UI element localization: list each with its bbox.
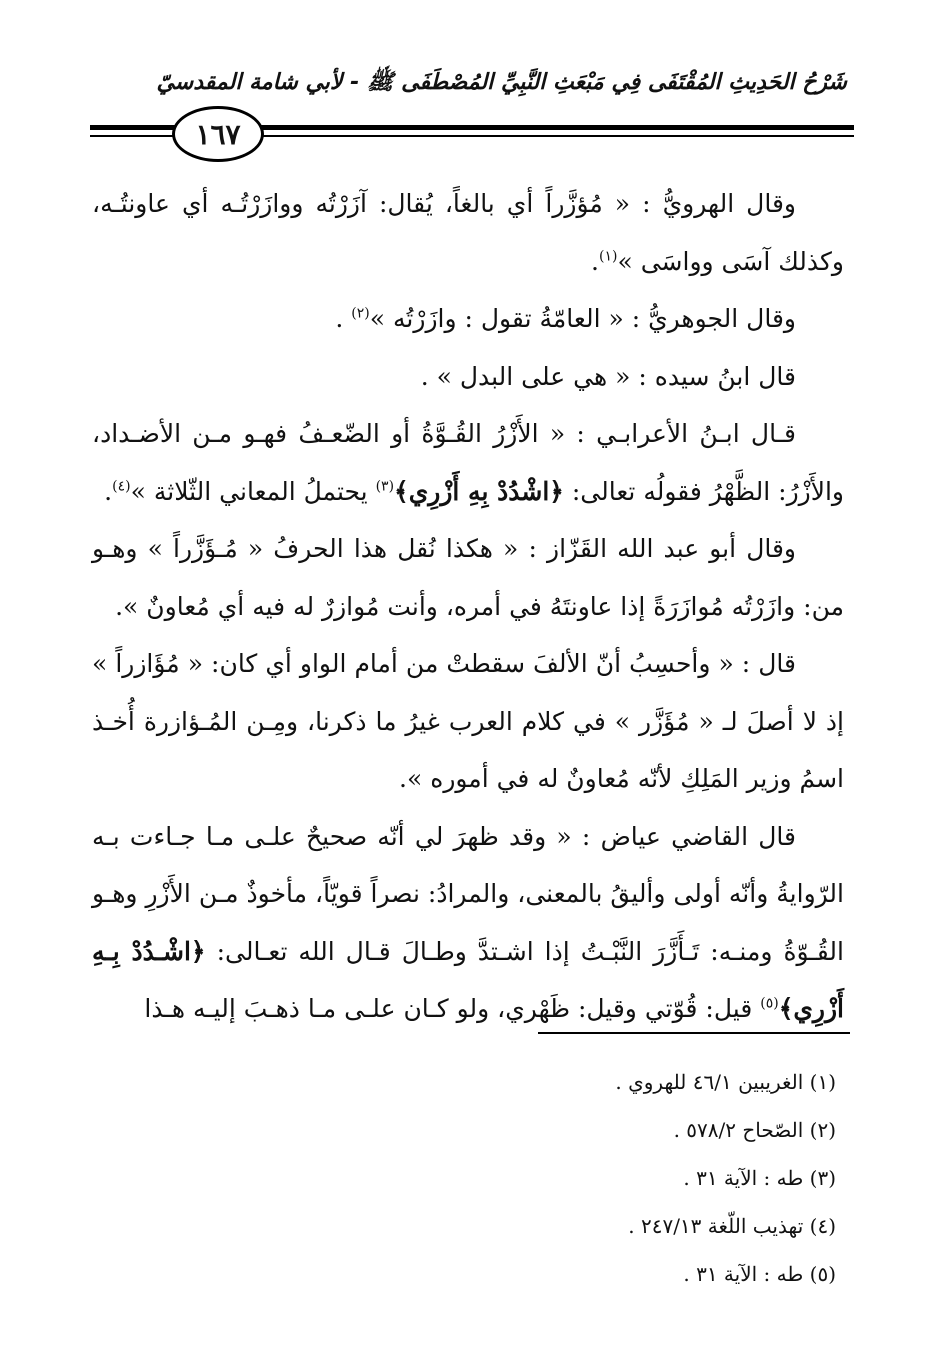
punct: . — [591, 246, 599, 276]
line: قـال ابـنُ الأعرابـي : « الأَزْرُ القُـوَّةُ أو الضّعـفُ فهـو مـن الأضـداد، — [92, 419, 796, 448]
footnote-4: (٤) تهذيب اللّغة ٢٤٧/١٣ . — [628, 1214, 836, 1238]
line: وقال أبو عبد الله القَزّاز : « هكذا نُقل هذا الحرفُ « مُـؤَزَّراً » وهـو — [92, 534, 796, 563]
page-number: ١٦٧ — [172, 106, 264, 162]
quran-verse: ﴿اشْـدُدْ بِـهِ أَزْرِي﴾ — [92, 936, 844, 1023]
line: من: وازَرْتُه مُوازَرَةً إذا عاونتَهُ في أمره، وأنت مُوازرٌ له فيه أي مُعاونٌ ». — [115, 591, 844, 621]
line: قيل: قُوّتي وقيل: ظَهْري، ولو كـان علـى مـا ذهـبَ إليـه هـذا — [144, 994, 761, 1023]
running-title: شَرْحُ الحَدِيثِ المُقْتَفَى فِي مَبْعَثِ النَّبِيِّ المُصْطَفَى ﷺ - لأبي شامة المقدسيّ — [156, 70, 847, 95]
footnote-2: (٢) الصّحاح ٥٧٨/٢ . — [673, 1118, 836, 1142]
line: يحتملُ المعاني الثّلاثة » — [130, 476, 376, 506]
paragraph-ibn-arabi — [92, 405, 844, 520]
footnote-5: (٥) طه : الآية ٣١ . — [683, 1262, 836, 1286]
footnote-separator — [538, 1032, 850, 1034]
paragraph-jawhari — [92, 290, 844, 348]
punct: . — [335, 304, 352, 333]
punct: . — [104, 476, 113, 506]
line: إذ لا أصلَ لـ « مُؤَزَّر » في كلام العرب غيرُ ما ذكرنا، ومِـن المُـؤازرة أُخـذ — [92, 706, 844, 736]
footnote-ref[interactable]: (٤) — [112, 478, 131, 495]
footnote-ref[interactable]: (٣) — [375, 478, 395, 495]
footnote-3: (٣) طه : الآية ٣١ . — [683, 1166, 836, 1190]
footnote-ref[interactable]: (٢) — [351, 305, 370, 322]
footnote-ref[interactable]: (٥) — [760, 995, 779, 1012]
quran-verse: ﴿اشْدُدْ بِهِ أَزْرِي﴾ — [394, 476, 564, 506]
line: وقال الهرويُّ : « مُؤزَّراً أي بالغاً، يُقال: آزَرْتُه ووازَرْتُـه أي عاونتُـه، — [92, 189, 796, 218]
paragraph-harawi — [92, 175, 844, 290]
line: قال : « وأحسِبُ أنّ الألفَ سقطتْ من أمام الواو أي كان: « مُؤَازراً » — [92, 649, 796, 678]
footnote-1: (١) الغريبين ٤٦/١ للهروي . — [615, 1070, 836, 1094]
line: وكذلك آسَى وواسَى » — [617, 246, 844, 276]
footnote-ref[interactable]: (١) — [599, 248, 618, 265]
line: قال ابنُ سيده : « هي على البدل » . — [420, 361, 796, 391]
line: وقال الجوهريُّ : « العامّةُ تقول : وازَرْتُه » — [369, 304, 796, 333]
line: اسمُ وزير المَلِكِ لأنّه مُعاونٌ له في أموره ». — [399, 764, 844, 793]
paragraph-qazzaz — [92, 520, 844, 635]
line: الرّوايةُ وأنّه أولى وأليقُ بالمعنى، والمرادُ: نصراً قويّاً، مأخوذٌ مـن الأَزْرِ وهـو — [92, 879, 845, 908]
line: قال القاضي عياض : « وقد ظهرَ لي أنّه صحيحٌ علـى مـا جـاءت بـه — [92, 821, 796, 851]
line: والأَزْرُ: الظَّهْرُ فقولُه تعالى: — [563, 476, 844, 506]
paragraph-qadi-iyad — [92, 808, 844, 1038]
paragraph-qazzaz-cont — [92, 635, 844, 808]
footnotes — [92, 1058, 844, 1298]
paragraph-ibn-sidah — [92, 348, 844, 406]
line: القُـوّةُ ومنـه: تَـأَزَّرَ النَّبْـتُ إذا اشـتدَّ وطـالَ قـال الله تعـالى: — [205, 936, 844, 966]
main-text — [92, 175, 844, 1038]
